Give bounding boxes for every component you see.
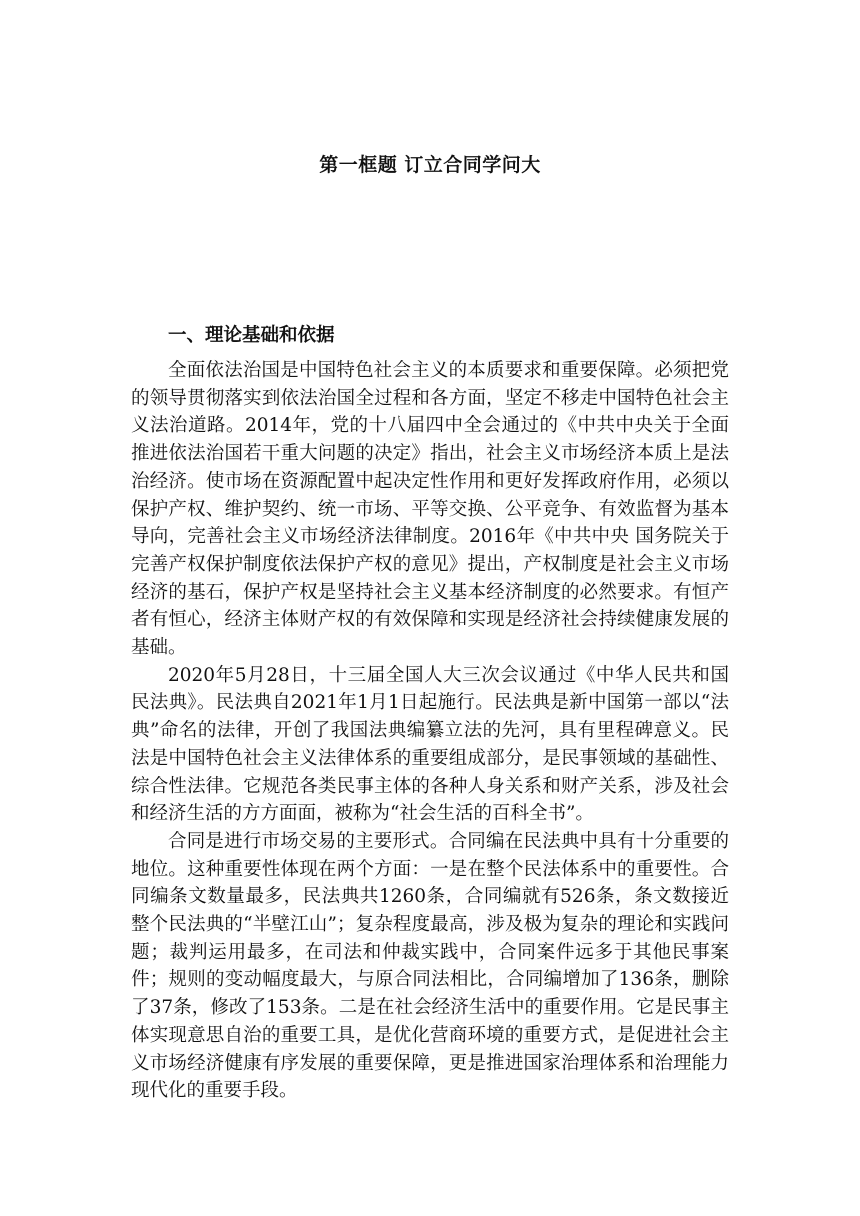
body-text bbox=[131, 357, 729, 1105]
document-title: 第一框题 订立合同学问大 bbox=[319, 154, 541, 176]
section-heading: 一、理论基础和依据 bbox=[168, 325, 335, 346]
paragraph-2: 2020年5月28日，十三届全国人大三次会议通过《中华人民共和国民法典》。民法典自2021年1月1日起施行。民法典是新中国第一部以“法典”命名的法律，开创了我国法典编纂立法的先河，具有里程碑意义。民法是中国特色社会主义法律体系的重要组成部分，是民事领域的基础性、综合性法律。它规范各类民事主体的各种人身关系和财产关系，涉及社会和经济生活的方方面面，被称为“社会生活的百科全书”。 bbox=[131, 664, 729, 825]
paragraph-1: 全面依法治国是中国特色社会主义的本质要求和重要保障。必须把党的领导贯彻落实到依法治国全过程和各方面，坚定不移走中国特色社会主义法治道路。2014年，党的十八届四中全会通过的《中共中央关于全面推进依法治国若干重大问题的决定》指出，社会主义市场经济本质上是法治经济。使市场在资源配置中起决定性作用和更好发挥政府作用，必须以保护产权、维护契约、统一市场、平等交换、公平竞争、有效监督为基本导向，完善社会主义市场经济法律制度。2016年《中共中央 国务院关于完善产权保护制度依法保护产权的意见》提出，产权制度是社会主义市场经济的基石，保护产权是坚持社会主义基本经济制度的必然要求。有恒产者有恒心，经济主体财产权的有效保障和实现是经济社会持续健康发展的基础。 bbox=[131, 360, 729, 659]
paragraph-3: 合同是进行市场交易的主要形式。合同编在民法典中具有十分重要的地位。这种重要性体现在两个方面：一是在整个民法体系中的重要性。合同编条文数量最多，民法典共1260条，合同编就有526条，条文数接近整个民法典的“半壁江山”；复杂程度最高，涉及极为复杂的理论和实践问题；裁判运用最多，在司法和仲裁实践中，合同案件远多于其他民事案件；规则的变动幅度最大，与原合同法相比，合同编增加了136条，删除了37条，修改了153条。二是在社会经济生活中的重要作用。它是民事主体实现意思自治的重要工具，是优化营商环境的重要方式，是促进社会主义市场经济健康有序发展的重要保障，更是推进国家治理体系和治理能力现代化的重要手段。 bbox=[131, 830, 729, 1102]
